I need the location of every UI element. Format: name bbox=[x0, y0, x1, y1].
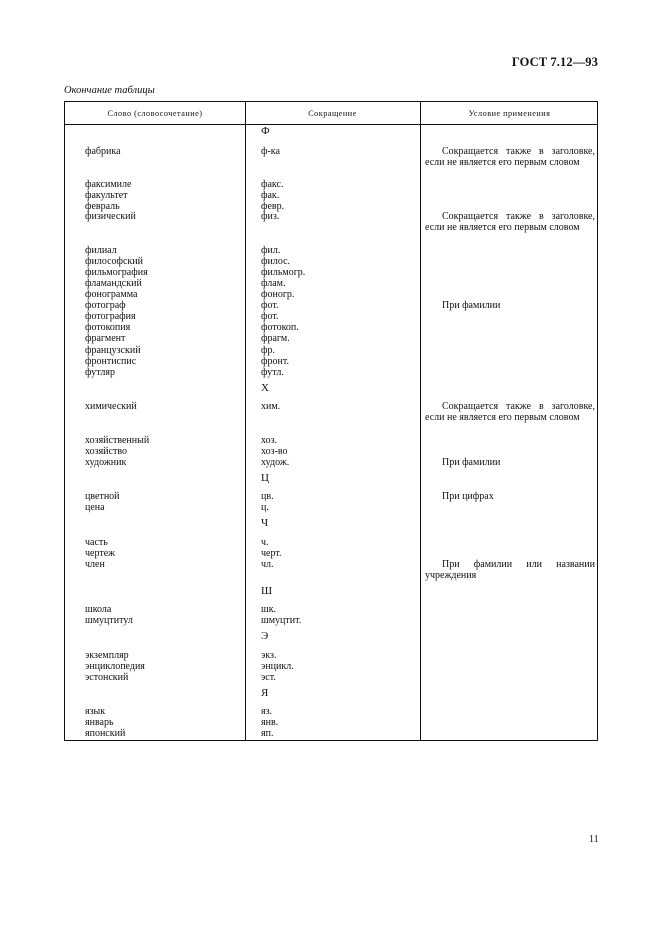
word-cell: химический bbox=[85, 401, 137, 412]
abbreviation-cell: яз. bbox=[261, 706, 273, 717]
abbreviation-cell: фил. bbox=[261, 245, 281, 256]
column-header-word: Слово (словосочетание) bbox=[107, 109, 203, 118]
word-cell: чертеж bbox=[85, 548, 116, 559]
word-cell: факультет bbox=[85, 190, 128, 201]
word-cell: цена bbox=[85, 502, 105, 513]
word-cell: фламандский bbox=[85, 278, 142, 289]
word-cell: философский bbox=[85, 256, 143, 267]
word-cell: фабрика bbox=[85, 146, 121, 157]
abbreviation-cell: ц. bbox=[261, 502, 269, 513]
section-letter: Ш bbox=[261, 585, 273, 597]
word-cell: экземпляр bbox=[85, 650, 129, 661]
word-cell: фонограмма bbox=[85, 289, 138, 300]
section-letter: Я bbox=[261, 687, 269, 699]
word-cell: художник bbox=[85, 457, 127, 468]
word-cell: фотокопия bbox=[85, 322, 131, 333]
abbreviation-cell: хоз-во bbox=[261, 446, 288, 457]
abbreviation-cell: фильмогр. bbox=[261, 267, 306, 278]
abbreviation-cell: черт. bbox=[261, 548, 282, 559]
abbreviation-cell: худож. bbox=[261, 457, 290, 468]
abbreviation-cell: филос. bbox=[261, 256, 291, 267]
condition-note: Сокращается также в заголовке, если не является его первым словом bbox=[425, 401, 595, 424]
word-cell: фронтиспис bbox=[85, 356, 137, 367]
abbreviation-cell: фр. bbox=[261, 345, 275, 356]
abbreviation-cell: фронт. bbox=[261, 356, 289, 367]
abbreviation-cell: фоногр. bbox=[261, 289, 295, 300]
condition-note: Сокращается также в заголовке, если не является его первым словом bbox=[425, 146, 595, 169]
abbreviation-cell: энцикл. bbox=[261, 661, 294, 672]
word-cell: фотограф bbox=[85, 300, 126, 311]
document-code: ГОСТ 7.12—93 bbox=[511, 55, 598, 69]
word-cell: фильмография bbox=[85, 267, 148, 278]
abbreviation-cell: янв. bbox=[261, 717, 279, 728]
word-cell: член bbox=[85, 559, 105, 570]
section-letter: Ф bbox=[261, 125, 270, 137]
condition-note: При цифрах bbox=[442, 491, 494, 502]
word-cell: язык bbox=[85, 706, 106, 717]
abbreviation-cell: эст. bbox=[261, 672, 276, 683]
column-header-condition: Условие применения bbox=[468, 109, 551, 118]
column-divider bbox=[420, 102, 421, 740]
word-cell: шмуцтитул bbox=[85, 615, 133, 626]
abbreviation-cell: чл. bbox=[261, 559, 274, 570]
word-cell: энциклопедия bbox=[85, 661, 145, 672]
abbreviation-cell: факс. bbox=[261, 179, 284, 190]
header-rule bbox=[65, 124, 597, 125]
section-letter: Ч bbox=[261, 517, 269, 529]
condition-note: При фамилии bbox=[442, 300, 501, 311]
abbreviation-cell: ч. bbox=[261, 537, 269, 548]
condition-note: При фамилии или названии учреждения bbox=[425, 559, 595, 582]
table-caption: Окончание таблицы bbox=[64, 85, 155, 96]
word-cell: февраль bbox=[85, 201, 120, 212]
abbreviation-cell: цв. bbox=[261, 491, 274, 502]
abbreviation-cell: футл. bbox=[261, 367, 284, 378]
abbreviation-cell: яп. bbox=[261, 728, 274, 739]
abbreviation-cell: шк. bbox=[261, 604, 277, 615]
section-letter: Ц bbox=[261, 472, 269, 484]
column-divider bbox=[245, 102, 246, 740]
word-cell: часть bbox=[85, 537, 108, 548]
column-header-abbreviation: Сокращение bbox=[308, 109, 357, 118]
word-cell: хозяйство bbox=[85, 446, 127, 457]
abbreviation-cell: фотокоп. bbox=[261, 322, 299, 333]
word-cell: фрагмент bbox=[85, 333, 126, 344]
abbreviation-cell: хоз. bbox=[261, 435, 278, 446]
abbreviation-cell: фот. bbox=[261, 311, 279, 322]
abbreviation-cell: ф-ка bbox=[261, 146, 280, 157]
abbreviation-cell: фрагм. bbox=[261, 333, 290, 344]
abbreviation-cell: физ. bbox=[261, 211, 280, 222]
abbreviation-cell: хим. bbox=[261, 401, 281, 412]
abbreviation-cell: флам. bbox=[261, 278, 286, 289]
condition-note: Сокращается также в заголовке, если не является его первым словом bbox=[425, 211, 595, 234]
word-cell: японский bbox=[85, 728, 126, 739]
abbreviation-cell: фот. bbox=[261, 300, 279, 311]
word-cell: филиал bbox=[85, 245, 117, 256]
word-cell: хозяйственный bbox=[85, 435, 150, 446]
word-cell: эстонский bbox=[85, 672, 129, 683]
abbreviation-cell: февр. bbox=[261, 201, 285, 212]
word-cell: цветной bbox=[85, 491, 120, 502]
word-cell: фотография bbox=[85, 311, 136, 322]
condition-note: При фамилии bbox=[442, 457, 501, 468]
abbreviation-cell: шмуцтит. bbox=[261, 615, 302, 626]
section-letter: Э bbox=[261, 630, 269, 642]
word-cell: физический bbox=[85, 211, 136, 222]
word-cell: факсимиле bbox=[85, 179, 132, 190]
abbreviation-cell: экз. bbox=[261, 650, 277, 661]
word-cell: январь bbox=[85, 717, 114, 728]
word-cell: французский bbox=[85, 345, 141, 356]
page-number: 11 bbox=[589, 834, 599, 845]
abbreviation-cell: фак. bbox=[261, 190, 280, 201]
section-letter: Х bbox=[261, 382, 269, 394]
word-cell: школа bbox=[85, 604, 112, 615]
word-cell: футляр bbox=[85, 367, 115, 378]
